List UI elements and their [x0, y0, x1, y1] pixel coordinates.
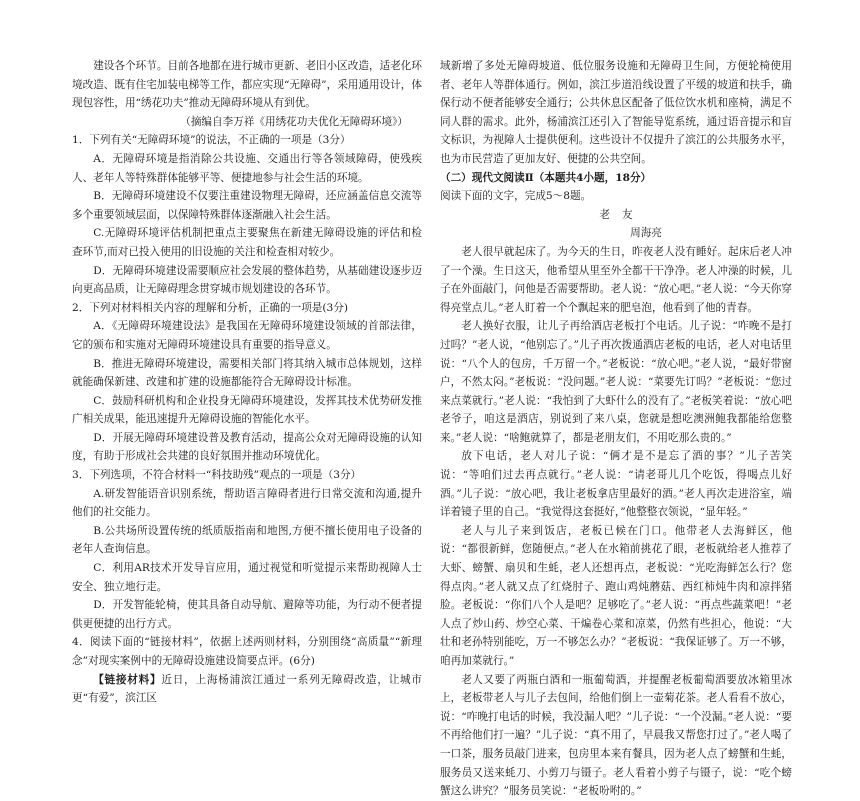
reading-instruction: 阅读下面的文字，完成5～8题。 — [440, 190, 592, 203]
source-citation: （摘编自李万祥《用绣花功夫优化无障碍环境》） — [180, 115, 408, 128]
question-1-option-a: A．无障碍环境是指消除公共设施、交通出行等各领域障碍，使残疾人、老年人等特殊群体能够平等、便捷地参与社会生活的环境。 — [72, 152, 422, 184]
link-material-text: 近日，上海杨浦滨江通过一系列无障碍改造，让城市更“有爱”，滨江区 — [72, 673, 423, 705]
question-2-stem: 2．下列对材料相关内容的理解和分析，正确的一项是(3分) — [72, 301, 348, 314]
story-paragraph-2: 老人换好衣服，让儿子再给酒店老板打个电话。儿子说：“咋晚不是打过吗？”老人说，“他别忘了。”儿子再次拨通酒店老板的电话，老人对电话里说：“八个人的包房，千万留一个。”老板说：“放心吧。”老人说，“最好带窗户，不然太闷。”老板说：“没问题。”老人说：“菜要先订吗？”老板说：“您过来点菜就行。”老人说：“我怕到了大虾什么的没有了。”老板笑着说：“放心吧老爷子，咱这是酒店，别说到了来八桌，您就是想吃澳洲鲍我都能给您整来。”老人说：“啥鲍就算了，都是老朋友们，不用吃那么贵的。” — [440, 320, 792, 444]
question-2-option-b: B．推进无障碍环境建设，需要相关部门将其纳入城市总体规划，这样就能确保新建、改建和扩建的设施都能符合无障碍设计标准。 — [72, 357, 422, 389]
question-2-option-a: A．《无障碍环境建设法》是我国在无障碍环境建设领域的首部法律，它的颁布和实施对无障碍环境建设具有重要的指导意义。 — [72, 320, 422, 351]
intro-paragraph: 建设各个环节。目前各地都在进行城市更新、老旧小区改造，适老化环境改造、既有住宅加装电梯等工作，都应实现“无障碍”，采用通用设计，体现包容性，用“绣花功夫”推动无障碍环境从有到优。 — [72, 60, 422, 110]
question-3-option-d: D．开发智能轮椅，使其具备自动导航、避障等功能，为行动不便者提供更便捷的出行方式。 — [72, 599, 422, 630]
right-column — [440, 57, 792, 801]
question-1-option-d: D．无障碍环境建设需要顺应社会发展的整体趋势，从基础建设逐步迈向更高品质，让无障碍理念贯穿城市规划建设的各环节。 — [72, 264, 422, 296]
question-3-option-a: A.研发智能语音识别系统，帮助语言障碍者进行日常交流和沟通,提升他们的社交能力。 — [72, 487, 422, 519]
question-1-stem: 1．下列有关“无障碍环境”的说法，不正确的一项是（3分） — [72, 134, 351, 147]
question-1-option-c: C.无障碍环境评估机制把重点主要聚焦在新建无障碍设施的评估和检查环节,而对已投入使用的旧设施的关注和检查相对较少。 — [72, 227, 422, 258]
link-material-continued: 域新增了多处无障碍坡道、低位服务设施和无障碍卫生间，方便轮椅使用者、老年人等群体通行。例如，滨江步道沿线设置了平缓的坡道和扶手，确保行动不便者能够安全通行；公共休息区配备了低位饮水机和座椅，满足不同人群的需求。此外，杨浦滨江还引入了智能导览系统，通过语音提示和盲文标识，为视障人士提供便利。这些设计不仅提升了滨江的公共服务水平，也为市民营造了更加友好、便捷的公共空间。 — [440, 60, 792, 165]
story-title: 老友 — [599, 208, 645, 221]
question-2-option-c: C．鼓励科研机构和企业投身无障碍环境建设，发挥其技术优势研发推广相关成果，能迅速提升无障碍设施的智能化水平。 — [72, 394, 422, 426]
question-3-option-b: B.公共场所设置传统的纸质版指南和地图,方便不擅长使用电子设备的老年人查询信息。 — [72, 524, 422, 556]
story-paragraph-1: 老人很早就起床了。为今天的生日，昨夜老人没有睡好。起床后老人冲了一个澡。生日这天，他希望从里至外全都干干净净。老人冲澡的时候，儿子在外面敲门，问他是否需要帮助。老人说：“放心吧。”老人说：“今天你穿得亮堂点儿。”老人盯着一个个飘起来的肥皂泡，他看到了他的青春。 — [440, 245, 792, 314]
section-heading: （二）现代文阅读Ⅱ（本题共4小题，18分） — [440, 171, 652, 184]
question-3-option-c: C．利用AR技术开发导盲应用，通过视觉和听觉提示来帮助视障人士安全、独立地行走。 — [72, 562, 422, 593]
link-material-label: 【链接材料】 — [93, 673, 162, 686]
question-2-option-d: D．开展无障碍环境建设普及教育活动，提高公众对无障碍设施的认知度，有助于形成社会共建的良好氛围并推动环境优化。 — [72, 431, 422, 463]
question-4-stem: 4．阅读下面的“链接材料”，依据上述两则材料，分别围绕“高质量”“新理念”对现实案例中的无障碍设施建设简要点评。(6分) — [72, 636, 422, 667]
link-material — [72, 671, 422, 708]
story-paragraph-5: 老人又要了两瓶白酒和一瓶葡萄酒，并提醒老板葡萄酒要放冰箱里冰上，老板带老人与儿子去包间，给他们倒上一壶菊花茶。老人看看不放心，说：“咋晚打电话的时候，我没漏人吧？”儿子说：“一个没漏。”老人说：“要不再给他们打一遍？”儿子说：“真不用了，早晨我又帮您打过了。”老人喝了一口茶，服务员敲门进来，包房里本来有餐具，因为老人点了螃蟹和生蚝，服务员又送来蚝刀、小剪刀与镊子。老人看着小剪子与镊子，说：“吃个螃蟹这么讲究？”服务员笑说：“老板吩咐的。” — [440, 673, 792, 798]
left-column — [72, 57, 422, 708]
question-1-option-b: B．无障碍环境建设不仅要注重建设物理无障碍，还应涵盖信息交流等多个重要领域层面，以保障特殊群体逐渐融入社会生活。 — [72, 190, 422, 221]
story-paragraph-4: 老人与儿子来到饭店，老板已候在门口。他带老人去海鲜区，他说：“都很新鲜，您随便点。”老人在水箱前挑花了眼，老板就给老人推荐了大虾、螃蟹、扇贝和生蚝，老人还想再点，老板说：“光吃海鲜怎么行？您得点肉。”老人就又点了红烧肘子、跑山鸡炖蘑菇、西红柿炖牛肉和凉拌猪脸。老板说：“你们八个人是吧？足够吃了。”老人说：“再点些蔬菜吧！”老人点了炒山药、炒空心菜、干煸卷心菜和凉菜，仍然有些担心，他说：“大壮和老孙特别能吃，万一不够怎么办？”老板说：“我保证够了。万一不够，咱再加菜就行。” — [440, 524, 792, 667]
question-3-stem: 3．下列选项，不符合材料一“科技助残”观点的一项是（3分） — [72, 469, 362, 482]
story-paragraph-3: 放下电话，老人对儿子说：“俩才是不是忘了酒的事？”儿子苦笑说：“等咱们过去再点就行。”老人说：“请老哥儿几个吃饭，得喝点儿好酒。”儿子说：“放心吧，我让老板拿店里最好的酒。”老人再次走进浴室，端详着镜子里的自己。“我觉得这套挺好，”他整整衣领说，“显年轻。” — [440, 450, 792, 519]
story-author: 周海亮 — [630, 227, 662, 240]
